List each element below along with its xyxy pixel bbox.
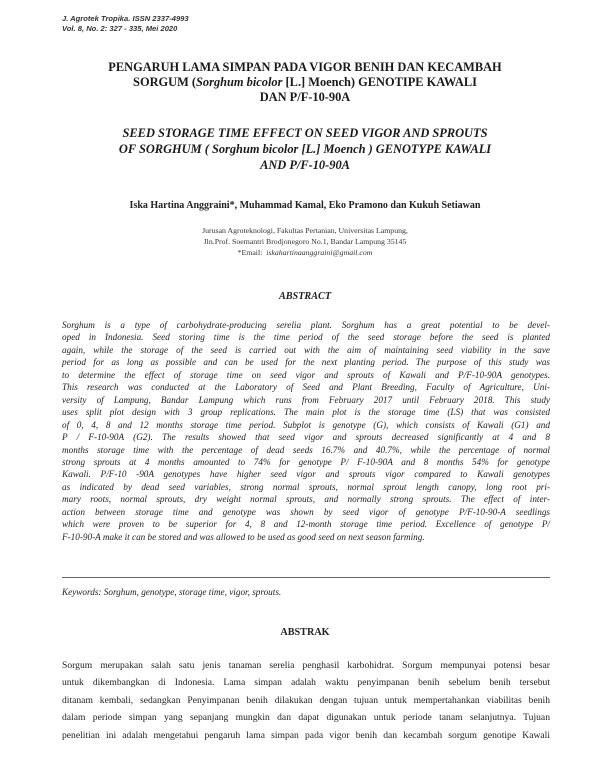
abstract-line: to determine the effect of storage time on seed vigor and sprouts of Kawali and P/F-10-90A genotypes.: [62, 369, 550, 380]
abstract-line: as indicated by dead seed variables, strong normal sprouts, normal sprout length canopy, long root pri-: [62, 481, 550, 492]
abstract-line: months storage time with the percentage of dead seeds 16.7% and 40.7%, while the percentage of normal: [62, 444, 550, 455]
journal-volume-line: Vol. 8, No. 2: 327 - 335, Mei 2020: [62, 24, 178, 33]
abstract-line: mary roots, normal sprouts, dry weight normal sprouts, and normally strong sprouts. The effect of inter-: [62, 494, 550, 505]
abstrak-line: ditanam kembali, sedangkan Penyimpanan benih dilakukan dengan tujuan untuk mempertahankan viabilitas benih: [62, 694, 550, 706]
abstract-line: P / F-10-90A (G2). The results showed that seed vigor and sprouts decreased significantly at 4 and 8: [62, 432, 550, 443]
abstract-line: period for as long as possible and can be used for the next planting period. The purpose of this study was: [62, 357, 550, 368]
abstract-divider: [62, 577, 550, 578]
abstract-line: strong sprouts at 4 months amounted to 74% for genotype P/ F-10-90A and 8 months 54% for genotype: [62, 456, 550, 467]
abstract-line: again, while the storage of the seed is carried out with the aim of maintaining seed viability in the save: [62, 344, 550, 355]
abstract-line: which were proven to be superior for 4, 8 and 12-month storage time period. Excellence of genotype P/: [62, 519, 550, 530]
abstract-line: Sorghum is a type of carbohydrate-producing serelia plant. Sorghum has a great potential to be devel-: [62, 320, 550, 330]
abstrak-line: dalam periode simpan yang sepanjang mungkin dan dapat digunakan untuk periode tanam selanjutnya. Tujuan: [62, 712, 550, 724]
indonesian-title: [60, 60, 550, 105]
abstract-line: of 0, 4, 8 and 12 months storage time period. Subplot is genotype (G), which consists of Kawali (G1) and: [62, 419, 550, 430]
abstract-line: uses split plot design with 3 group replications. The main plot is the storage time (LS) that was consisted: [62, 407, 550, 418]
english-title: [60, 125, 550, 173]
abstract-heading: ABSTRACT: [278, 291, 332, 302]
abstract-line: Kawali. P/F-10 -90A genotypes have higher seed vigor and sprouts vigor compared to Kawali genotypes: [62, 469, 550, 480]
abstract-body: [62, 319, 550, 543]
indonesian-title-line: SORGUM (Sorghum bicolor [L.] Moench) GENOTIPE KAWALI: [133, 75, 477, 89]
english-title-line: AND P/F-10-90A: [260, 158, 350, 172]
indonesian-title-line: DAN P/F-10-90A: [259, 90, 351, 104]
journal-header: [62, 14, 189, 34]
abstract-line: This research was conducted at the Laboratory of Seed and Plant Breeding, Faculty of Agriculture, Uni-: [62, 382, 550, 393]
affiliation: [60, 225, 550, 258]
keywords: Keywords: Sorghum, genotype, storage time, vigor, sprouts.: [62, 587, 282, 597]
abstract-line: F-10-90-A make it can be stored and was allowed to be used as good seed on next season farming.: [62, 531, 425, 542]
email-label: *Email:: [237, 248, 263, 257]
indonesian-title-line: PENGARUH LAMA SIMPAN PADA VIGOR BENIH DAN KECAMBAH: [108, 60, 502, 74]
abstract-line: oped in Indonesia. Seed storing time is the time period of the seed storage before the seed is planted: [62, 332, 550, 343]
abstrak-body: [62, 657, 550, 744]
abstract-line: versity of Lampung, Bandar Lampung which runs from February 2017 until February 2018. This study: [62, 394, 550, 405]
english-title-line: OF SORGHUM ( Sorghum bicolor [L.] Moench ) GENOTYPE KAWALI: [118, 142, 492, 156]
author-list: Iska Hartina Anggraini*, Muhammad Kamal, Eko Pramono dan Kukuh Setiawan: [129, 200, 481, 211]
abstrak-line: penelitian ini adalah mengetahui pengaruh lama simpan pada vigor benih dan kecambah sorgum genotipe Kawali: [62, 729, 550, 741]
journal-citation-line: J. Agrotek Tropika. ISSN 2337-4993: [62, 14, 189, 23]
abstrak-heading: ABSTRAK: [280, 627, 330, 638]
abstract-line: action between storage time and genotype was shown by seed vigor of genotype P/F-10-90-A seedlings: [62, 506, 550, 517]
email-address[interactable]: iskahartinaanggraini@gmail.com: [266, 248, 373, 257]
email-line: [60, 247, 550, 258]
abstrak-line: Sorgum merupakan salah satu jenis tanaman serelia penghasil karbohidrat. Sorgum mempunyai potensi besar: [62, 660, 550, 671]
affiliation-line: Jurusan Agroteknologi, Fakultas Pertanian, Universitas Lampung,: [202, 226, 408, 235]
english-title-line: SEED STORAGE TIME EFFECT ON SEED VIGOR AND SPROUTS: [122, 126, 488, 140]
abstrak-line: untuk dikembangkan di Indonesia. Lama simpan adalah waktu penyimpanan benih sebelum benih tersebut: [62, 677, 550, 689]
affiliation-line: Jln.Prof. Soemantri Brodjonegoro No.1, Bandar Lampung 35145: [203, 237, 407, 246]
